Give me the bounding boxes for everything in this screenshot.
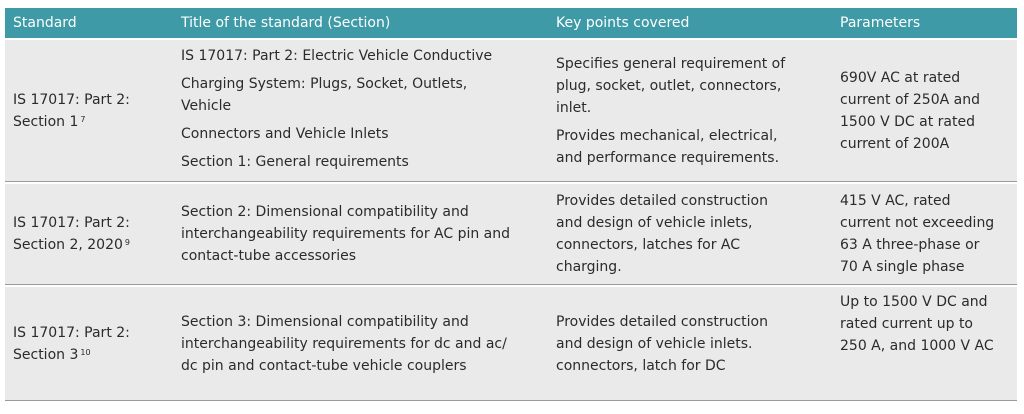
standard-line: Section 1 [13,113,79,130]
table-header [5,8,1017,38]
title-cell [173,184,548,284]
header-standard: Standard [13,15,77,31]
title-line: contact-tube accessories [181,248,357,264]
parameter-line: rated current up to [840,316,973,332]
title-line: Section 1: General requirements [181,154,409,170]
standards-table [5,8,1017,401]
parameter-line: 63 A three-phase or [840,237,980,253]
key-points-cell [548,40,832,181]
title-cell [173,40,548,181]
parameter-line: current not exceeding [840,215,995,231]
title-line: IS 17017: Part 2: Electric Vehicle Conductive [181,48,493,64]
title-line: interchangeability requirements for AC pin and [181,226,511,242]
title-line: Section 2: Dimensional compatibility and [181,204,469,220]
header-parameters: Parameters [840,15,921,31]
title-line: Charging System: Plugs, Socket, Outlets, [181,76,468,92]
header-title: Title of the standard (Section) [181,15,391,31]
parameter-line: 690V AC at rated [840,69,961,86]
title-line: dc pin and contact-tube vehicle couplers [181,357,467,374]
parameters-cell [832,287,1017,400]
key-point-line: Specifies general requirement of [556,56,786,72]
parameter-line: current of 200A [840,135,950,152]
key-points-cell [548,184,832,284]
key-point-line: charging. [556,259,622,275]
key-point-line: connectors, latch for DC [556,357,726,374]
table-row [5,38,1017,182]
key-point-line: and design of vehicle inlets, [556,215,753,231]
standard-cell [5,40,173,181]
key-point-line: Provides mechanical, electrical, [556,128,778,144]
standard-cell [5,184,173,284]
reference-number: 10 [80,347,91,357]
standard-cell [5,287,173,400]
reference-number: 9 [124,238,130,247]
standard-line: Section 3 [13,346,79,363]
title-line: Vehicle [181,98,232,114]
table-row [5,285,1017,401]
parameter-line: 1500 V DC at rated [840,113,975,130]
standard-line: Section 2, 2020 [13,237,123,253]
key-point-line: and performance requirements. [556,150,780,166]
standard-line-with-ref [13,344,173,366]
parameter-line: 70 A single phase [840,259,965,275]
standard-line-with-ref [13,111,173,133]
parameter-line: Up to 1500 V DC and [840,294,988,310]
parameter-line: current of 250A and [840,91,980,108]
key-point-line: plug, socket, outlet, connectors, [556,78,782,94]
key-point-line: connectors, latches for AC [556,237,741,253]
standard-line: IS 17017: Part 2: [13,91,130,108]
standard-line-with-ref [13,234,173,256]
title-line: Section 3: Dimensional compatibility and [181,313,469,330]
key-point-line: and design of vehicle inlets. [556,335,753,352]
title-line: Connectors and Vehicle Inlets [181,126,389,142]
title-cell [173,287,548,400]
header-key-points: Key points covered [556,15,690,31]
parameters-cell [832,184,1017,284]
parameter-line: 415 V AC, rated [840,193,951,209]
reference-number: 7 [80,114,86,124]
title-line: interchangeability requirements for dc and ac/ [181,335,507,352]
parameters-cell [832,40,1017,181]
parameter-line: 250 A, and 1000 V AC [840,338,994,354]
key-point-line: Provides detailed construction [556,313,768,330]
key-point-line: Provides detailed construction [556,193,768,209]
key-point-line: inlet. [556,100,592,116]
key-points-cell [548,287,832,400]
table-row [5,182,1017,285]
standard-line: IS 17017: Part 2: [13,324,130,341]
standard-line: IS 17017: Part 2: [13,215,130,231]
